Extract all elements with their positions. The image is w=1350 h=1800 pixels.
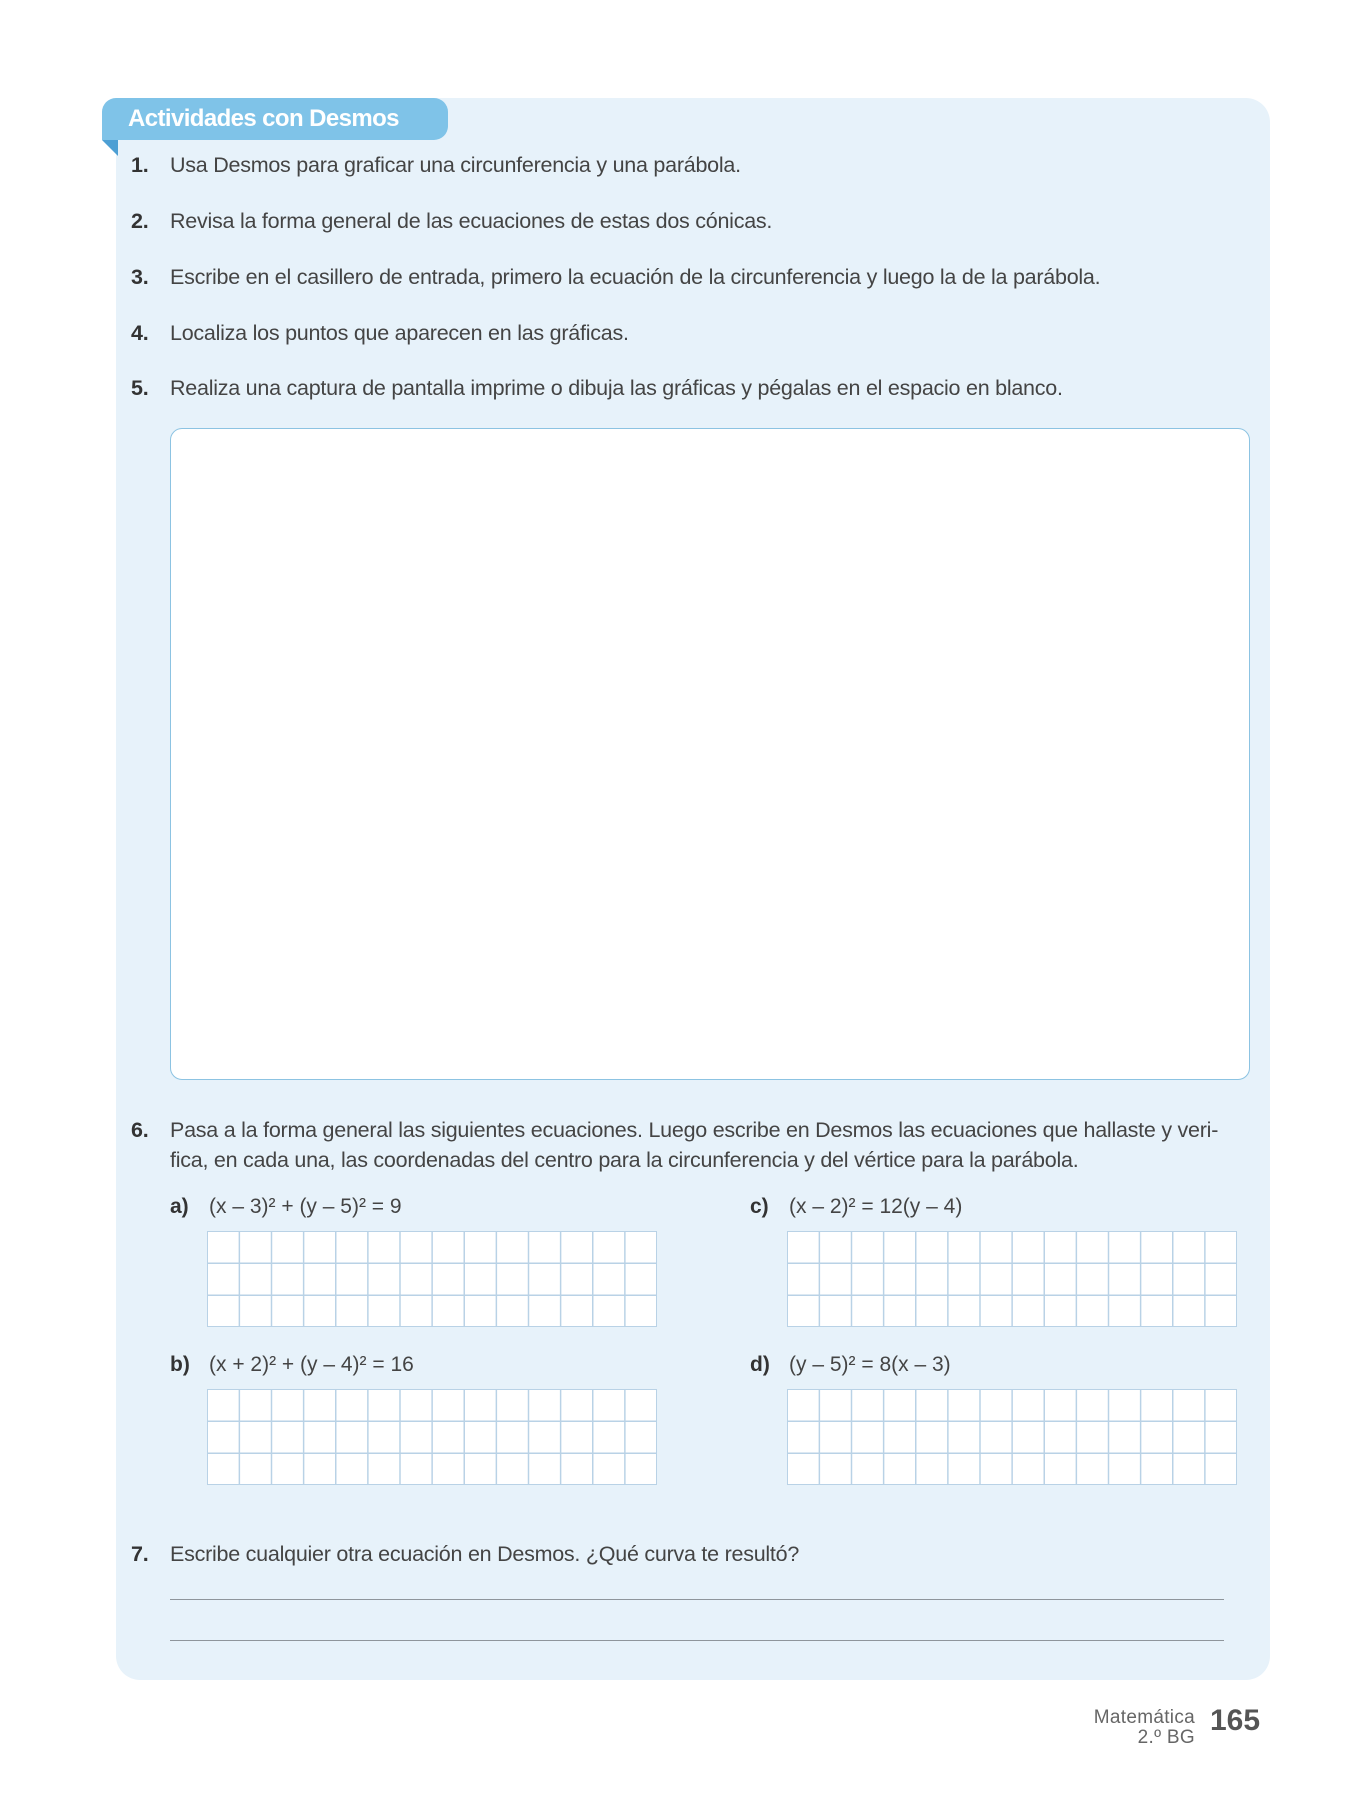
item-text: Escribe en el casillero de entrada, primero la ecuación de la circunferencia y luego la de la parábola. <box>170 265 1101 289</box>
item-number: 7. <box>131 1542 149 1566</box>
answer-grid-c[interactable] <box>787 1231 1237 1327</box>
item-text: Localiza los puntos que aparecen en las gráficas. <box>170 321 629 345</box>
item-number: 1. <box>131 153 149 177</box>
subitem-label: b) <box>170 1353 190 1376</box>
item-text: Revisa la forma general de las ecuaciones de estas dos cónicas. <box>170 209 773 233</box>
equation: (y – 5)² = 8(x – 3) <box>789 1353 951 1376</box>
footer-subject <box>1094 1708 1195 1748</box>
item-text: Realiza una captura de pantalla imprime o dibuja las gráficas y pégalas en el espacio en blanco. <box>170 376 1063 400</box>
item-text: Escribe cualquier otra ecuación en Desmos. ¿Qué curva te resultó? <box>170 1542 800 1566</box>
item-text: Usa Desmos para graficar una circunferencia y una parábola. <box>170 153 741 177</box>
tab-fold-decoration <box>102 140 118 156</box>
subitem-label: d) <box>750 1353 770 1376</box>
answer-line-2[interactable] <box>170 1640 1224 1641</box>
item-text-line-1: Pasa a la forma general las siguientes ecuaciones. Luego escribe en Desmos las ecuaciones que hallaste y veri- <box>170 1118 1219 1142</box>
section-header-tab <box>102 98 448 140</box>
answer-line-1[interactable] <box>170 1599 1224 1600</box>
equation: (x + 2)² + (y – 4)² = 16 <box>209 1353 414 1376</box>
answer-grid-a[interactable] <box>207 1231 657 1327</box>
graph-paste-area[interactable] <box>170 428 1250 1080</box>
subitem-label: c) <box>750 1195 769 1218</box>
subitem-label: a) <box>170 1195 189 1218</box>
equation: (x – 3)² + (y – 5)² = 9 <box>209 1195 402 1218</box>
equation: (x – 2)² = 12(y – 4) <box>789 1195 963 1218</box>
item-number: 6. <box>131 1118 149 1142</box>
section-title: Actividades con Desmos <box>128 105 399 132</box>
item-number: 2. <box>131 209 149 233</box>
answer-grid-b[interactable] <box>207 1389 657 1485</box>
answer-grid-d[interactable] <box>787 1389 1237 1485</box>
item-number: 3. <box>131 265 149 289</box>
page-number: 165 <box>1210 1704 1261 1737</box>
item-text-line-2: fica, en cada una, las coordenadas del centro para la circunferencia y del vértice para la parábola. <box>170 1148 1079 1172</box>
grade-level: 2.º BG <box>1137 1727 1195 1748</box>
item-number: 4. <box>131 321 149 345</box>
item-number: 5. <box>131 376 149 400</box>
subject-name: Matemática <box>1093 1707 1195 1728</box>
